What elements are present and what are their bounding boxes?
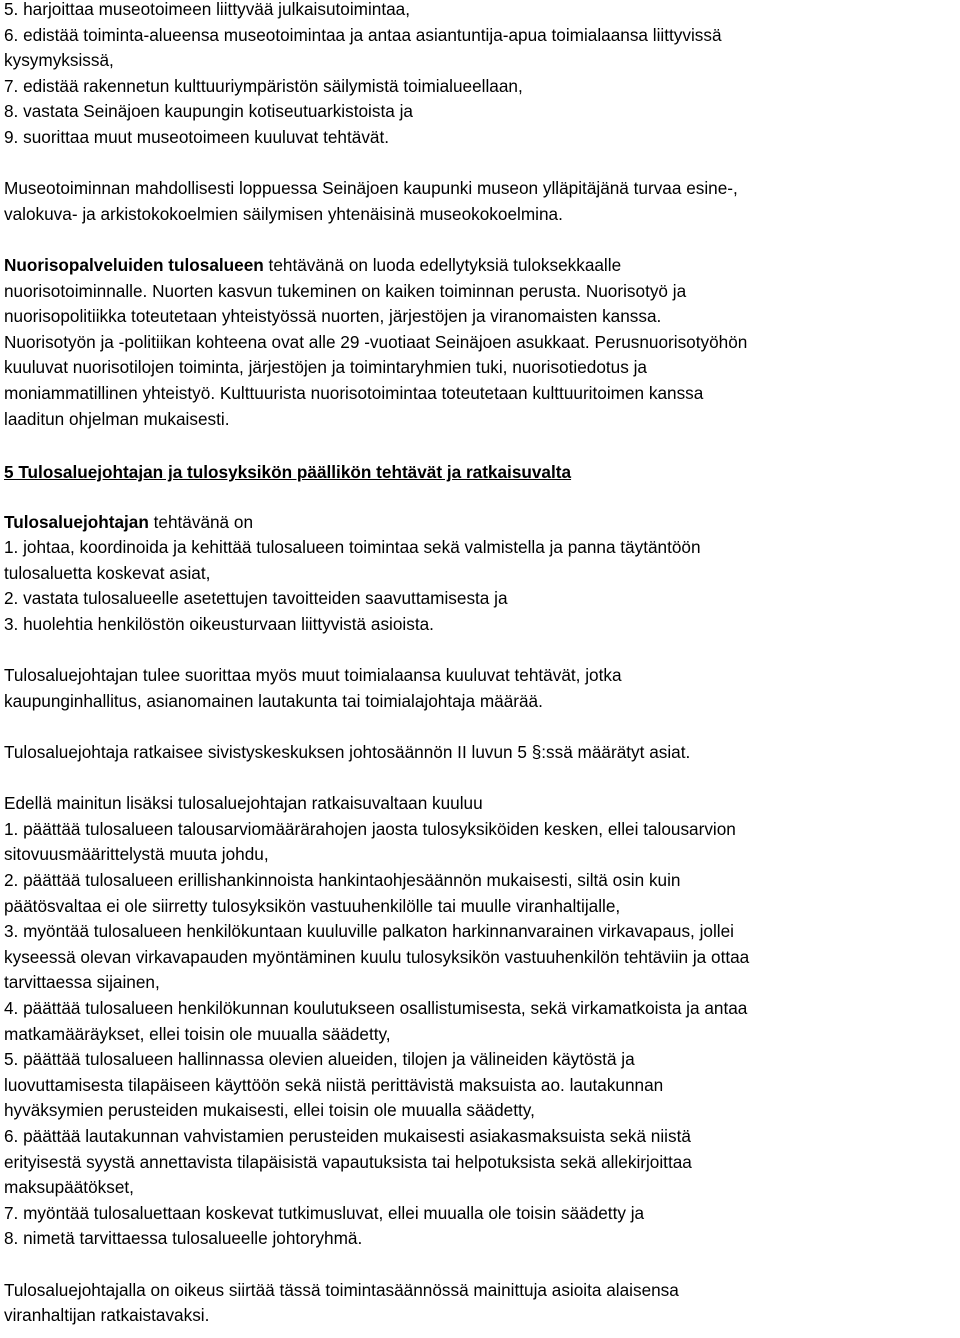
- paragraph-line: viranhaltijan ratkaistavaksi.: [4, 1305, 210, 1326]
- list-item: sitovuusmäärittelystä muuta johdu,: [4, 844, 269, 865]
- spacer: [4, 486, 956, 510]
- list-item: 2. vastata tulosalueelle asetettujen tavoitteiden saavuttamisesta ja: [4, 588, 508, 609]
- lead-rest: tehtävänä on luoda edellytyksiä tuloksekkaalle: [263, 254, 622, 275]
- list-item: 4. päättää tulosalueen henkilökunnan koulutukseen osallistumisesta, sekä virkamatkoista ja antaa: [4, 997, 748, 1018]
- spacer: [4, 432, 956, 460]
- other-duties: [4, 663, 956, 714]
- spacer: [4, 151, 956, 177]
- paragraph-line: moniammatillinen yhteistyö. Kulttuurista nuorisotoimintaa toteutetaan kulttuuritoimen kanssa: [4, 382, 704, 403]
- list-item: 9. suorittaa muut museotoimeen kuuluvat tehtävät.: [4, 126, 390, 147]
- list-item: erityisestä syystä annettavista tilapäisistä vapautuksista tai helpotuksista sekä allekirjoittaa: [4, 1151, 692, 1172]
- spacer: [4, 227, 956, 253]
- list-item: 5. päättää tulosalueen hallinnassa olevien alueiden, tilojen ja välineiden käytöstä ja: [4, 1049, 635, 1070]
- list-item: hyväksymien perusteiden mukaisesti, ellei toisin ole muualla säädetty,: [4, 1100, 535, 1121]
- museum-paragraph: [4, 176, 956, 227]
- list-item: 6. päättää lautakunnan vahvistamien perusteiden mukaisesti asiakasmaksuista sekä niistä: [4, 1125, 691, 1146]
- director-duties: [4, 510, 956, 638]
- intro-list: [4, 0, 956, 151]
- paragraph-line: nuorisopolitiikka toteutetaan yhteistyössä nuorten, järjestöjen ja viranomaisten kanssa.: [4, 306, 662, 327]
- paragraph-line: valokuva- ja arkistokokoelmien säilymisen yhtenäisinä museokokoelmina.: [4, 203, 563, 224]
- list-item: 8. vastata Seinäjoen kaupungin kotiseutuarkistoista ja: [4, 101, 413, 122]
- bold-lead: Tulosaluejohtajan: [4, 511, 149, 532]
- list-item: maksupäätökset,: [4, 1177, 134, 1198]
- spacer: [4, 638, 956, 664]
- paragraph-line: Museotoiminnan mahdollisesti loppuessa Seinäjoen kaupunki museon ylläpitäjänä turvaa esine-,: [4, 178, 738, 199]
- list-item: tulosaluetta koskevat asiat,: [4, 562, 211, 583]
- list-item: 7. edistää rakennetun kulttuuriympäristön säilymistä toimialueellaan,: [4, 75, 523, 96]
- list-item: 7. myöntää tulosaluettaan koskevat tutkimusluvat, ellei muualla ole toisin säädetty ja: [4, 1202, 645, 1223]
- paragraph-line: Tulosaluejohtajalla on oikeus siirtää tässä toimintasäännössä mainittuja asioita alaisensa: [4, 1279, 679, 1300]
- list-item: 1. johtaa, koordinoida ja kehittää tulosalueen toimintaa sekä valmistella ja panna täytäntöön: [4, 537, 701, 558]
- paragraph-line: laaditun ohjelman mukaisesti.: [4, 408, 230, 429]
- list-item: 2. päättää tulosalueen erillishankinnoista hankintaohjesäännön mukaisesti, siltä osin kuin: [4, 870, 681, 890]
- list-item: tarvittaessa sijainen,: [4, 972, 160, 993]
- section-heading: 5 Tulosaluejohtajan ja tulosyksikön päällikön tehtävät ja ratkaisuvalta: [4, 462, 572, 483]
- document-page: [4, 0, 956, 1329]
- spacer: [4, 1252, 956, 1278]
- list-item: kyseessä olevan virkavapauden myöntäminen kuulu tulosyksikön vastuuhenkilön tehtäviin ja ottaa: [4, 946, 750, 967]
- paragraph-line: nuorisotoiminnalle. Nuorten kasvun tukeminen on kaiken toiminnan perusta. Nuorisotyö ja: [4, 280, 687, 301]
- paragraph-line: Nuorisotyön ja -politiikan kohteena ovat alle 29 -vuotiaat Seinäjoen asukkaat. Perusnuorisotyöhön: [4, 331, 748, 352]
- paragraph-line: Edellä mainitun lisäksi tulosaluejohtajan ratkaisuvaltaan kuuluu: [4, 793, 483, 814]
- list-item: kysymyksissä,: [4, 50, 114, 71]
- spacer: [4, 766, 956, 792]
- list-item: 5. harjoittaa museotoimeen liittyvää julkaisutoimintaa,: [4, 0, 411, 19]
- lead-rest: tehtävänä on: [148, 511, 254, 532]
- list-item: matkamääräykset, ellei toisin ole muualla säädetty,: [4, 1023, 391, 1044]
- bold-lead: Nuorisopalveluiden tulosalueen: [4, 254, 264, 275]
- list-item: 3. myöntää tulosalueen henkilökuntaan kuuluville palkaton harkinnanvarainen virkavapaus, jollei: [4, 921, 734, 942]
- list-item: päätösvaltaa ei ole siirretty tulosyksikön vastuuhenkilölle tai muulle viranhaltijalle,: [4, 895, 621, 916]
- youth-paragraph: [4, 253, 956, 432]
- paragraph-line: kaupunginhallitus, asianomainen lautakunta tai toimialajohtaja määrää.: [4, 690, 543, 711]
- list-item: 3. huolehtia henkilöstön oikeusturvaan liittyvistä asioista.: [4, 614, 434, 635]
- paragraph-line: [4, 510, 956, 536]
- list-item: 8. nimetä tarvittaessa tulosalueelle johtoryhmä.: [4, 1228, 363, 1249]
- decides-line: Tulosaluejohtaja ratkaisee sivistyskeskuksen johtosäännön II luvun 5 §:ssä määrätyt asiat.: [4, 742, 691, 763]
- list-item: luovuttamisesta tilapäiseen käyttöön sekä niistä perittävistä maksuista ao. lautakunnan: [4, 1074, 664, 1095]
- paragraph-line: kuuluvat nuorisotilojen toiminta, järjestöjen ja toimintaryhmien tuki, nuorisotiedotus ja: [4, 357, 647, 378]
- decision-powers: [4, 791, 956, 1252]
- spacer: [4, 714, 956, 740]
- list-item: 6. edistää toiminta-alueensa museotoimintaa ja antaa asiantuntija-apua toimialaansa liittyvissä: [4, 24, 722, 45]
- paragraph-line: [4, 253, 956, 279]
- delegation: [4, 1278, 956, 1329]
- list-item: 1. päättää tulosalueen talousarviomäärärahojen jaosta tulosyksiköiden kesken, ellei talousarvion: [4, 818, 736, 839]
- paragraph-line: Tulosaluejohtajan tulee suorittaa myös muut toimialaansa kuuluvat tehtävät, jotka: [4, 665, 622, 686]
